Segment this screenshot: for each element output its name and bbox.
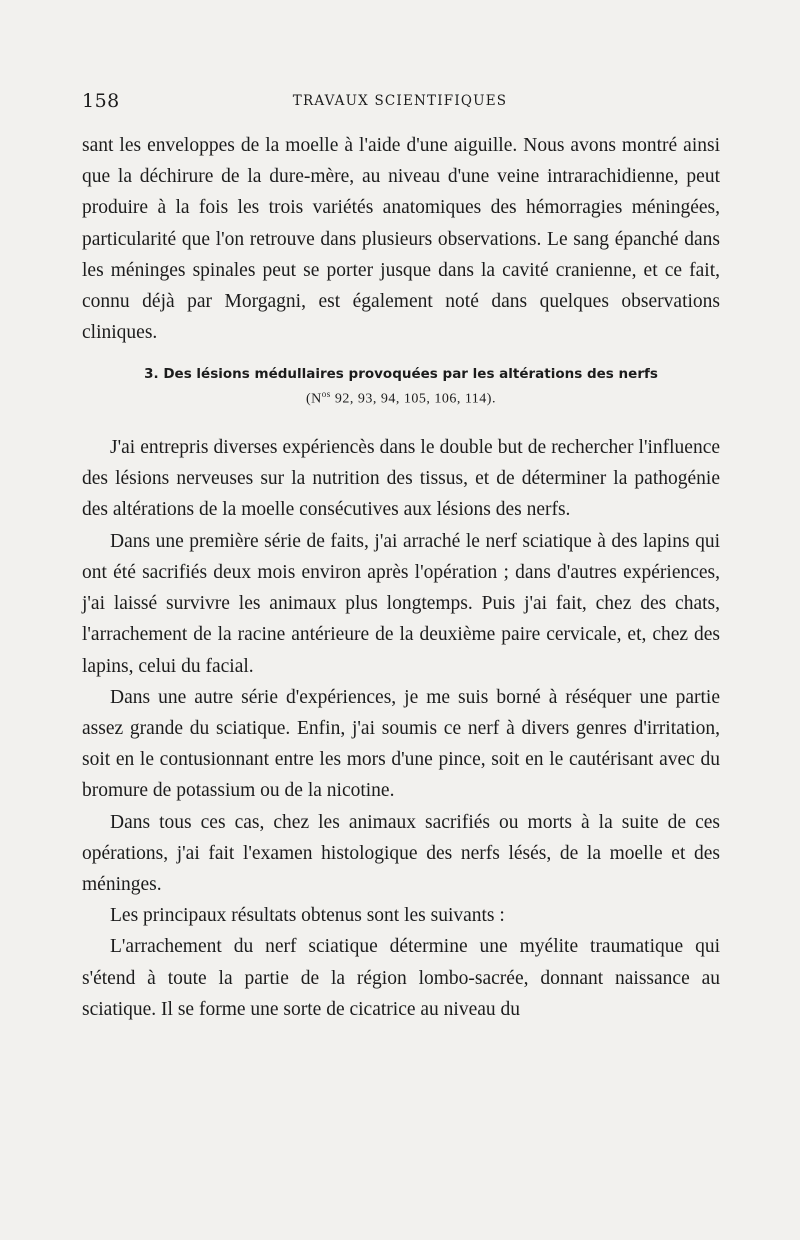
- running-title: TRAVAUX SCIENTIFIQUES: [292, 93, 508, 109]
- section-heading: 3. Des lésions médullaires provoquées par les altérations des nerfs: [144, 366, 658, 383]
- paragraph-5: Dans tous ces cas, chez les animaux sacrifiés ou morts à la suite de ces opérations, j'ai fait l'examen histologique des nerfs lésés, de la moelle et des méninges.: [82, 811, 720, 895]
- paragraph-1: sant les enveloppes de la moelle à l'aide d'une aiguille. Nous avons montré ainsi que la déchirure de la dure-mère, au niveau d'une veine intrarachidienne, peut produire à la fois les trois variétés anatomiques des hémorragies méningées, particularité que l'on retrouve dans plusieurs observations. Le sang épanché dans les méninges spinales peut se porter jusque dans la cavité cranienne, et ce fait, connu déjà par Morgagni, est également noté dans quelques observations cliniques.: [82, 135, 720, 344]
- paragraph-7: L'arrachement du nerf sciatique détermine une myélite traumatique qui s'étend à toute la partie de la région lombo-sacrée, donnant naissance au sciatique. Il se forme une sorte de cicatrice au niveau du: [82, 936, 720, 1020]
- paragraph-6: Les principaux résultats obtenus sont les suivants :: [110, 905, 505, 927]
- refs-superscript: os: [321, 389, 331, 400]
- body-text: [82, 130, 720, 1025]
- paragraph-3: Dans une première série de faits, j'ai arraché le nerf sciatique à des lapins qui ont été sacrifiés deux mois environ après l'opération ; dans d'autres expériences, j'ai laissé survivre les animaux plus longtemps. Puis j'ai fait, chez des chats, l'arrachement de la racine antérieure de la deuxième paire cervicale, et, chez des lapins, celui du facial.: [82, 530, 720, 677]
- refs-prefix: (N: [306, 392, 322, 408]
- page-number: 158: [82, 90, 120, 112]
- paragraph-2: J'ai entrepris diverses expériencès dans le double but de rechercher l'influence des lésions nerveuses sur la nutrition des tissus, et de déterminer la pathogénie des altérations de la moelle consécutives aux lésions des nerfs.: [82, 437, 720, 521]
- section-references: [82, 384, 720, 410]
- paragraph-4: Dans une autre série d'expériences, je me suis borné à réséquer une partie assez grande du sciatique. Enfin, j'ai soumis ce nerf à divers genres d'irritation, soit en le contusionnant entre les mors d'une pince, soit en le cautérisant avec du bromure de potassium ou de la nicotine.: [82, 686, 720, 802]
- page-header: [82, 90, 718, 116]
- refs-list: 92, 93, 94, 105, 106, 114).: [330, 392, 496, 408]
